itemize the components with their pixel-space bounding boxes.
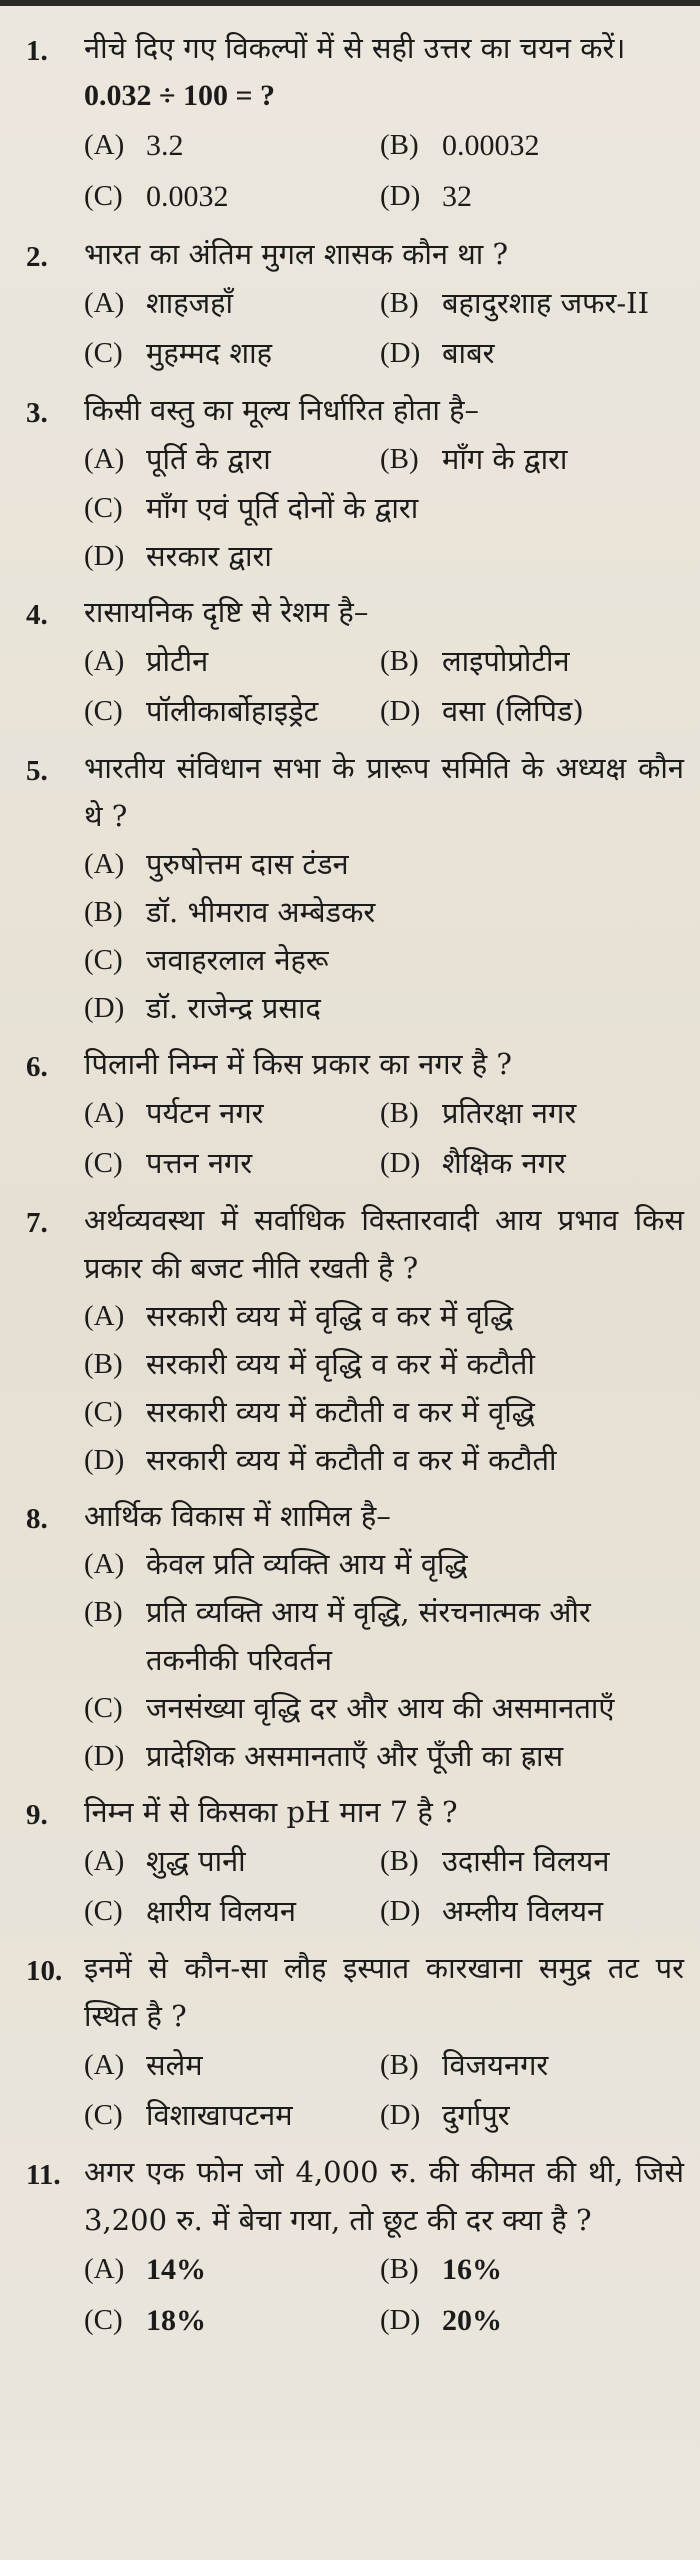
option-b[interactable]	[380, 120, 684, 171]
option-text: उदासीन विलयन	[442, 1844, 610, 1878]
option-text: प्रति व्यक्ति आय में वृद्धि, संरचनात्मक और तकनीकी परिवर्तन	[146, 1595, 591, 1677]
question-text: निम्न में से किसका pH मान 7 है ?	[84, 1795, 458, 1829]
option-text: 14%	[146, 2253, 206, 2286]
question-10	[26, 1944, 684, 2140]
option-text: सरकारी व्यय में कटौती व कर में वृद्धि	[146, 1395, 535, 1429]
option-text: प्रोटीन	[146, 644, 209, 678]
option-text: मुहम्मद शाह	[146, 336, 273, 370]
options-grid	[84, 840, 684, 1032]
option-a[interactable]	[84, 1088, 380, 1138]
option-label: (C)	[84, 944, 123, 976]
option-c[interactable]	[84, 328, 380, 378]
option-text: क्षारीय विलयन	[146, 1894, 296, 1928]
option-c[interactable]	[84, 1684, 684, 1732]
option-d[interactable]	[380, 1886, 684, 1936]
option-label: (B)	[380, 129, 419, 161]
option-text: जनसंख्या वृद्धि दर और आय की असमानताएँ	[146, 1691, 615, 1725]
option-text: विशाखापटनम	[146, 2098, 293, 2132]
option-a[interactable]	[84, 434, 380, 484]
options-grid	[84, 2040, 684, 2140]
question-2	[26, 230, 684, 378]
top-border-rule	[0, 0, 700, 6]
question-3	[26, 386, 684, 580]
question-8	[26, 1492, 684, 1780]
option-b[interactable]	[84, 1340, 684, 1388]
option-text: सलेम	[146, 2048, 203, 2082]
option-d[interactable]	[380, 2090, 684, 2140]
options-grid	[84, 2244, 684, 2346]
question-text: अर्थव्यवस्था में सर्वाधिक विस्तारवादी आय प्रभाव किस प्रकार की बजट नीति रखती है ?	[84, 1203, 684, 1285]
option-text: अम्लीय विलयन	[442, 1894, 604, 1928]
question-text: किसी वस्तु का मूल्य निर्धारित होता है–	[84, 393, 480, 427]
question-11	[26, 2148, 684, 2346]
question-number: 11.	[26, 2159, 61, 2191]
option-label: (A)	[84, 443, 125, 475]
question-6	[26, 1040, 684, 1188]
option-label: (C)	[84, 492, 123, 524]
option-d[interactable]	[84, 532, 684, 580]
option-b[interactable]	[380, 1836, 684, 1886]
option-text: डॉ. राजेन्द्र प्रसाद	[146, 991, 321, 1025]
option-text: पूर्ति के द्वारा	[146, 442, 271, 476]
option-a[interactable]	[84, 636, 380, 686]
option-text: शैक्षिक नगर	[442, 1146, 566, 1180]
option-c[interactable]	[84, 484, 684, 532]
option-text: प्रादेशिक असमानताएँ और पूँजी का ह्रास	[146, 1739, 564, 1773]
option-text: पॉलीकार्बोहाइड्रेट	[146, 694, 319, 728]
option-b[interactable]	[84, 1588, 684, 1684]
option-a[interactable]	[84, 1836, 380, 1886]
option-a[interactable]	[84, 1292, 684, 1340]
option-b[interactable]	[380, 2040, 684, 2090]
question-number: 6.	[26, 1051, 48, 1083]
question-expression: 0.032 ÷ 100 = ?	[84, 79, 276, 112]
option-label: (A)	[84, 848, 125, 880]
option-text: 16%	[442, 2253, 502, 2286]
option-d[interactable]	[380, 686, 684, 736]
question-7	[26, 1196, 684, 1484]
option-d[interactable]	[84, 984, 684, 1032]
option-label: (A)	[84, 2049, 125, 2081]
option-text: सरकारी व्यय में वृद्धि व कर में कटौती	[146, 1347, 535, 1381]
options-grid	[84, 434, 684, 580]
option-a[interactable]	[84, 2244, 380, 2295]
question-1	[26, 24, 684, 222]
question-text: पिलानी निम्न में किस प्रकार का नगर है ?	[84, 1047, 512, 1081]
option-label: (D)	[380, 2099, 421, 2131]
question-text: आर्थिक विकास में शामिल है–	[84, 1499, 391, 1533]
option-d[interactable]	[84, 1732, 684, 1780]
option-text: 20%	[442, 2304, 502, 2337]
option-text: शाहजहाँ	[146, 286, 234, 320]
option-text: दुर्गापुर	[442, 2098, 510, 2132]
option-d[interactable]	[380, 2295, 684, 2346]
option-label: (C)	[84, 180, 123, 212]
option-label: (B)	[380, 2049, 419, 2081]
option-d[interactable]	[380, 328, 684, 378]
option-text: 18%	[146, 2304, 206, 2337]
question-text: रासायनिक दृष्टि से रेशम है–	[84, 595, 369, 629]
options-grid	[84, 1540, 684, 1780]
option-c[interactable]	[84, 2295, 380, 2346]
option-text: 0.00032	[442, 129, 540, 162]
option-label: (B)	[380, 443, 419, 475]
option-text: सरकार द्वारा	[146, 539, 272, 573]
option-text: विजयनगर	[442, 2048, 549, 2082]
option-text: सरकारी व्यय में वृद्धि व कर में वृद्धि	[146, 1299, 514, 1333]
options-grid	[84, 120, 684, 222]
option-label: (B)	[84, 896, 123, 928]
option-text: पर्यटन नगर	[146, 1096, 264, 1130]
option-label: (B)	[84, 1596, 123, 1628]
question-number: 1.	[26, 35, 48, 67]
option-label: (D)	[84, 992, 125, 1024]
option-label: (A)	[84, 2253, 125, 2285]
option-label: (D)	[84, 1740, 125, 1772]
option-label: (B)	[380, 645, 419, 677]
option-b[interactable]	[380, 278, 684, 328]
option-text: प्रतिरक्षा नगर	[442, 1096, 577, 1130]
option-label: (C)	[84, 1147, 123, 1179]
option-c[interactable]	[84, 686, 380, 736]
question-number: 3.	[26, 397, 48, 429]
option-text: बाबर	[442, 336, 495, 370]
option-label: (A)	[84, 1548, 125, 1580]
option-text: माँग के द्वारा	[442, 442, 568, 476]
option-label: (A)	[84, 1097, 125, 1129]
options-grid	[84, 636, 684, 736]
option-label: (B)	[380, 2253, 419, 2285]
option-a[interactable]	[84, 1540, 684, 1588]
option-label: (D)	[380, 1895, 421, 1927]
options-grid	[84, 1292, 684, 1484]
option-text: डॉ. भीमराव अम्बेडकर	[146, 895, 376, 929]
option-label: (C)	[84, 695, 123, 727]
option-c[interactable]	[84, 1138, 380, 1188]
option-text: सरकारी व्यय में कटौती व कर में कटौती	[146, 1443, 557, 1477]
option-label: (A)	[84, 1300, 125, 1332]
options-grid	[84, 1836, 684, 1936]
option-label: (C)	[84, 1895, 123, 1927]
question-text: भारतीय संविधान सभा के प्रारूप समिति के अध्यक्ष कौन थे ?	[84, 751, 684, 833]
option-text: माँग एवं पूर्ति दोनों के द्वारा	[146, 491, 419, 525]
question-9	[26, 1788, 684, 1936]
option-b[interactable]	[380, 434, 684, 484]
option-d[interactable]	[380, 1138, 684, 1188]
option-c[interactable]	[84, 1388, 684, 1436]
question-number: 4.	[26, 599, 48, 631]
option-label: (D)	[380, 695, 421, 727]
question-4	[26, 588, 684, 736]
question-number: 2.	[26, 241, 48, 273]
question-number: 9.	[26, 1799, 48, 1831]
option-text: 0.0032	[146, 180, 229, 213]
option-text: शुद्ध पानी	[146, 1844, 246, 1878]
question-text: अगर एक फोन जो 4,000 रु. की कीमत की थी, जिसे 3,200 रु. में बेचा गया, तो छूट की दर क्या है ?	[84, 2155, 684, 2237]
option-text: 3.2	[146, 129, 184, 162]
option-text: पुरुषोत्तम दास टंडन	[146, 847, 349, 881]
option-d[interactable]	[84, 1436, 684, 1484]
option-label: (C)	[84, 1692, 123, 1724]
option-b[interactable]	[84, 888, 684, 936]
option-label: (C)	[84, 2099, 123, 2131]
option-label: (D)	[84, 540, 125, 572]
option-label: (A)	[84, 129, 125, 161]
option-c[interactable]	[84, 936, 684, 984]
option-a[interactable]	[84, 120, 380, 171]
option-label: (B)	[380, 1097, 419, 1129]
option-text: बहादुरशाह जफर-II	[442, 286, 650, 320]
option-c[interactable]	[84, 171, 380, 222]
option-label: (B)	[380, 1845, 419, 1877]
question-number: 8.	[26, 1503, 48, 1535]
question-text: नीचे दिए गए विकल्पों में से सही उत्तर का चयन करें।	[84, 31, 626, 65]
option-label: (C)	[84, 1396, 123, 1428]
question-number: 10.	[26, 1955, 63, 1987]
option-label: (D)	[380, 2304, 421, 2336]
option-label: (A)	[84, 645, 125, 677]
option-c[interactable]	[84, 1886, 380, 1936]
option-text: वसा (लिपिड)	[442, 694, 584, 728]
question-number: 7.	[26, 1207, 48, 1239]
option-text: 32	[442, 180, 472, 213]
option-label: (A)	[84, 287, 125, 319]
option-label: (C)	[84, 337, 123, 369]
option-a[interactable]	[84, 840, 684, 888]
option-b[interactable]	[380, 636, 684, 686]
option-label: (A)	[84, 1845, 125, 1877]
option-label: (D)	[380, 337, 421, 369]
option-label: (B)	[380, 287, 419, 319]
question-number: 5.	[26, 755, 48, 787]
option-label: (D)	[380, 1147, 421, 1179]
options-grid	[84, 278, 684, 378]
option-label: (D)	[380, 180, 421, 212]
option-a[interactable]	[84, 278, 380, 328]
question-text: इनमें से कौन-सा लौह इस्पात कारखाना समुद्र तट पर स्थित है ?	[84, 1951, 684, 2033]
question-5	[26, 744, 684, 1032]
option-d[interactable]	[380, 171, 684, 222]
option-text: केवल प्रति व्यक्ति आय में वृद्धि	[146, 1547, 468, 1581]
option-b[interactable]	[380, 2244, 684, 2295]
option-label: (D)	[84, 1444, 125, 1476]
question-text: भारत का अंतिम मुगल शासक कौन था ?	[84, 237, 509, 271]
option-a[interactable]	[84, 2040, 380, 2090]
option-b[interactable]	[380, 1088, 684, 1138]
option-label: (B)	[84, 1348, 123, 1380]
options-grid	[84, 1088, 684, 1188]
option-c[interactable]	[84, 2090, 380, 2140]
option-text: पत्तन नगर	[146, 1146, 253, 1180]
option-text: लाइपोप्रोटीन	[442, 644, 570, 678]
option-label: (C)	[84, 2304, 123, 2336]
option-text: जवाहरलाल नेहरू	[146, 943, 329, 977]
